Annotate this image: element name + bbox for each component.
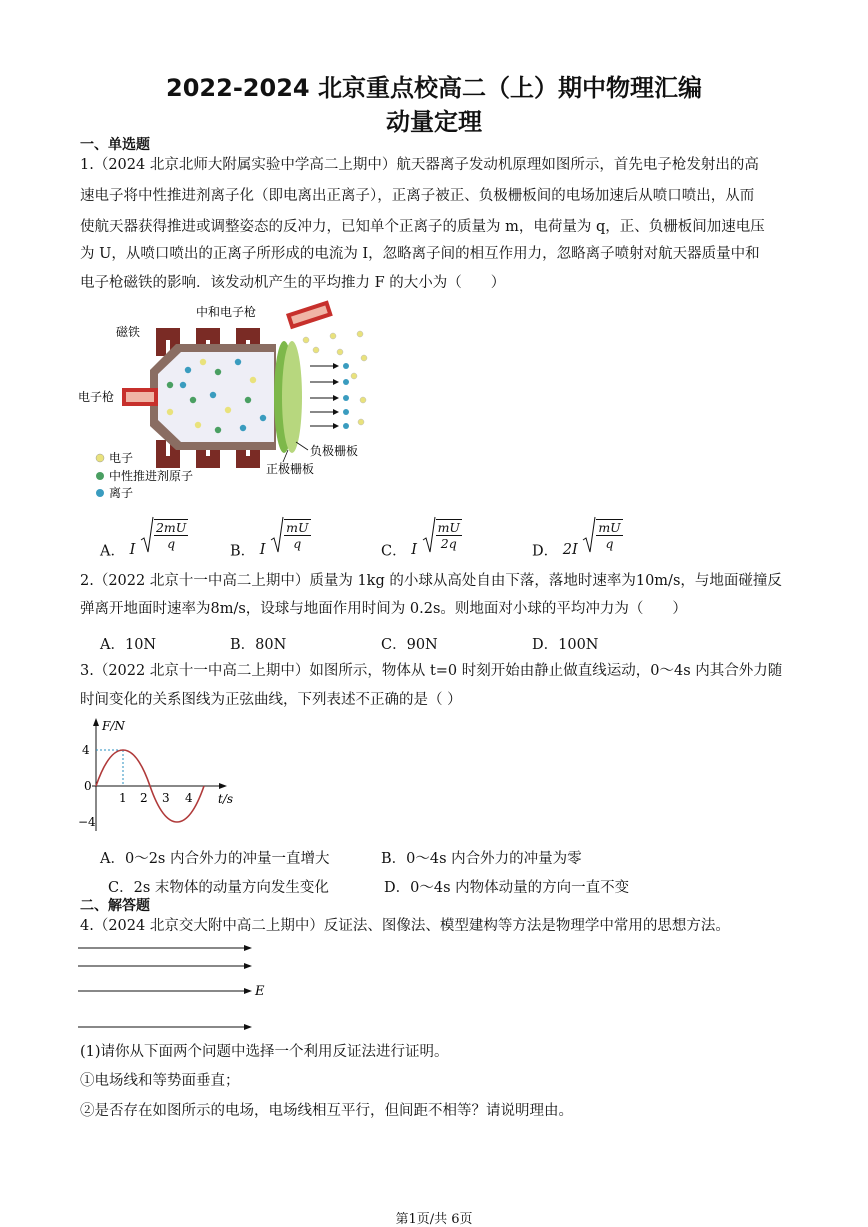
- ion-engine-figure: [78, 300, 378, 505]
- label-magnet: 磁铁: [116, 325, 141, 339]
- q2-option-a[interactable]: A．10N: [100, 637, 157, 653]
- label-positive-grid: 正极栅板: [266, 462, 315, 476]
- q2-option-c[interactable]: C．90N: [381, 637, 438, 653]
- x-tick: 4: [185, 791, 193, 805]
- q2-line: 2.（2022 北京十一中高二上期中）质量为 1kg 的小球从高处自由下落，落地时速率为10m/s，与地面碰撞反: [80, 573, 782, 589]
- section-answer-questions: 二、解答题: [80, 898, 150, 914]
- label-neutralizer: 中和电子枪: [196, 305, 257, 319]
- y-axis-label: F/N: [102, 719, 125, 733]
- q4-sub1: (1)请你从下面两个问题中选择一个利用反证法进行证明。: [80, 1044, 449, 1060]
- q4-item1: ①电场线和等势面垂直；: [80, 1073, 240, 1089]
- q1-line: 速电子将中性推进剂离子化（即电离出正离子），正离子被正、负极栅板间的电场加速后从喷口喷出，从而: [80, 188, 755, 204]
- q1-line: 使航天器获得推进或调整姿态的反冲力，已知单个正离子的质量为 m，电荷量为 q，正、负栅板间加速电压: [80, 219, 765, 235]
- label-electron-gun: 电子枪: [78, 390, 115, 404]
- q2-option-b[interactable]: B．80N: [230, 637, 287, 653]
- q3-option-a[interactable]: A．0～2s 内合外力的冲量一直增大: [100, 851, 330, 867]
- q3-option-d[interactable]: D．0～4s 内物体动量的方向一直不变: [384, 880, 630, 896]
- section-single-choice: 一、单选题: [80, 137, 150, 153]
- legend-ion: 离子: [109, 486, 134, 500]
- y-tick: 4: [82, 743, 90, 757]
- q3-option-b[interactable]: B．0～4s 内合外力的冲量为零: [381, 851, 582, 867]
- q2-option-d[interactable]: D．100N: [532, 637, 599, 653]
- q2-line: 弹离开地面时速率为8m/s，设球与地面作用时间为 0.2s。则地面对小球的平均冲力为（ ）: [80, 601, 687, 617]
- q1-option-b[interactable]: B． I $\frac{mU}{q}$: [230, 516, 311, 561]
- q1-option-d[interactable]: D． 2I $\frac{mU}{q}$: [532, 516, 623, 561]
- x-tick: 1: [119, 791, 127, 805]
- q4-item2: ②是否存在如图所示的电场，电场线相互平行，但间距不相等？请说明理由。: [80, 1103, 573, 1119]
- page-subtitle: 动量定理: [386, 108, 482, 136]
- legend-electron: 电子: [109, 451, 134, 465]
- x-axis-label: t/s: [218, 792, 234, 806]
- q1-line: 1.（2024 北京北师大附属实验中学高二上期中）航天器离子发动机原理如图所示，首先电子枪发射出的高: [80, 157, 759, 173]
- neutralizer-gun: [286, 300, 333, 329]
- x-tick: 3: [162, 791, 170, 805]
- x-tick: 2: [140, 791, 148, 805]
- q3-line: 3.（2022 北京十一中高二上期中）如图所示，物体从 t=0 时刻开始由静止做直线运动，0～4s 内其合外力随: [80, 663, 783, 679]
- y-tick: 0: [84, 779, 92, 793]
- label-negative-grid: 负极栅板: [310, 444, 359, 458]
- y-tick: −4: [78, 815, 96, 829]
- electric-field-figure: [78, 938, 278, 1038]
- q3-line: 时间变化的关系图线为正弦曲线，下列表述不正确的是（ ）: [80, 692, 462, 708]
- page-title: 2022-2024 北京重点校高二（上）期中物理汇编: [166, 74, 702, 102]
- q3-option-c[interactable]: C．2s 末物体的动量方向发生变化: [108, 880, 329, 896]
- field-label: E: [255, 984, 265, 999]
- ejected-ions: [310, 363, 349, 429]
- q4-line: 4.（2024 北京交大附中高二上期中）反证法、图像法、模型建构等方法是物理学中常用的思想方法。: [80, 918, 730, 934]
- q1-line: 电子枪磁铁的影响．该发动机产生的平均推力 F 的大小为（ ）: [80, 275, 506, 291]
- q1-option-a[interactable]: A． I $\frac{2mU}{q}$: [100, 516, 188, 561]
- legend-atom: 中性推进剂原子: [109, 469, 194, 483]
- q1-line: 为 U，从喷口喷出的正离子所形成的电流为 I，忽略离子间的相互作用力，忽略离子喷射对航天器质量中和: [80, 246, 760, 262]
- force-time-graph: [78, 716, 248, 836]
- page-number: 第1页/共 6页: [395, 1212, 473, 1227]
- positive-grid: [282, 341, 302, 453]
- q1-option-c[interactable]: C． I $\frac{mU}{2q}$: [381, 516, 462, 561]
